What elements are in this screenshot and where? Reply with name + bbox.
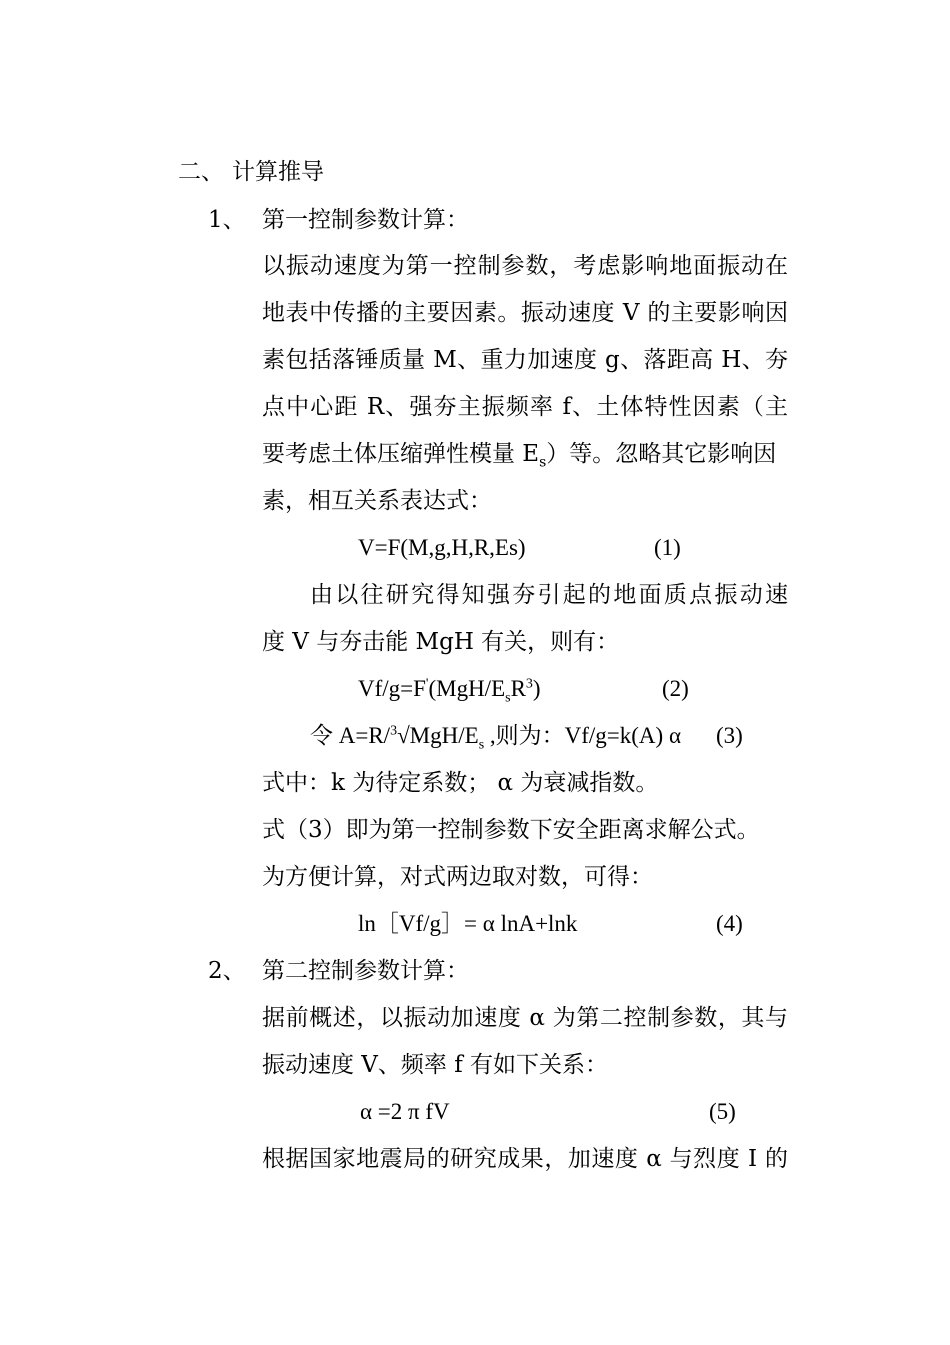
paragraph-1-line-2: 地表中传播的主要因素。振动速度 V 的主要影响因 (262, 300, 788, 326)
equation-4: ln［Vf/g］= α lnA+lnk (358, 911, 578, 936)
equation-3-number: (3) (716, 723, 743, 748)
equation-2: $Vf/g=F'(MgH/E_sR^3)$ (358, 676, 541, 706)
equation-1: V=F(M,g,H,R,Es) (358, 535, 526, 560)
subsection-1-title: 第一控制参数计算： (262, 207, 469, 233)
paragraph-3-line-1: 式中：k 为待定系数； α 为衰减指数。 (262, 770, 659, 796)
paragraph-2-line-2: 度 V 与夯击能 MgH 有关，则有： (262, 629, 620, 655)
subsection-2-title: 第二控制参数计算： (262, 958, 469, 984)
equation-2-number: (2) (662, 676, 689, 701)
paragraph-4-line-2: 振动速度 V、频率 f 有如下关系： (262, 1052, 609, 1078)
equation-5-number: (5) (709, 1099, 736, 1124)
paragraph-3-line-2: 式（3）即为第一控制参数下安全距离求解公式。 (262, 817, 760, 843)
paragraph-5-line-1: 根据国家地震局的研究成果，加速度 α 与烈度 I 的 (262, 1146, 788, 1172)
paragraph-1-line-3: 素包括落锤质量 M、重力加速度 g、落距高 H、夯 (262, 347, 788, 373)
equation-5: α =2 π fV (360, 1099, 450, 1124)
equation-4-number: (4) (716, 911, 743, 936)
paragraph-4-line-1: 据前概述，以振动加速度 α 为第二控制参数，其与 (262, 1005, 788, 1031)
paragraph-1-line-1: 以振动速度为第一控制参数，考虑影响地面振动在 (262, 253, 788, 279)
equation-1-number: (1) (654, 535, 681, 560)
paragraph-1-line-6: 素，相互关系表达式： (262, 488, 492, 514)
paragraph-1-line-4: 点中心距 R、强夯主振频率 f、土体特性因素（主 (262, 394, 788, 420)
subsection-1-number: 1、 (208, 207, 246, 233)
equation-3: 令 $A=R/^3√MgH/E_s$ ,则为：Vf/g=k(A) α (310, 723, 681, 753)
paragraph-2-line-1: 由以往研究得知强夯引起的地面质点振动速 (310, 582, 788, 608)
paragraph-1-line-5: 要考虑土体压缩弹性模量 $E_s$）等。忽略其它影响因 (262, 441, 777, 471)
section-title: 计算推导 (232, 159, 324, 185)
paragraph-3-line-3: 为方便计算，对式两边取对数，可得： (262, 864, 653, 890)
section-number: 二、 (178, 159, 224, 185)
subsection-2-number: 2、 (208, 958, 246, 984)
